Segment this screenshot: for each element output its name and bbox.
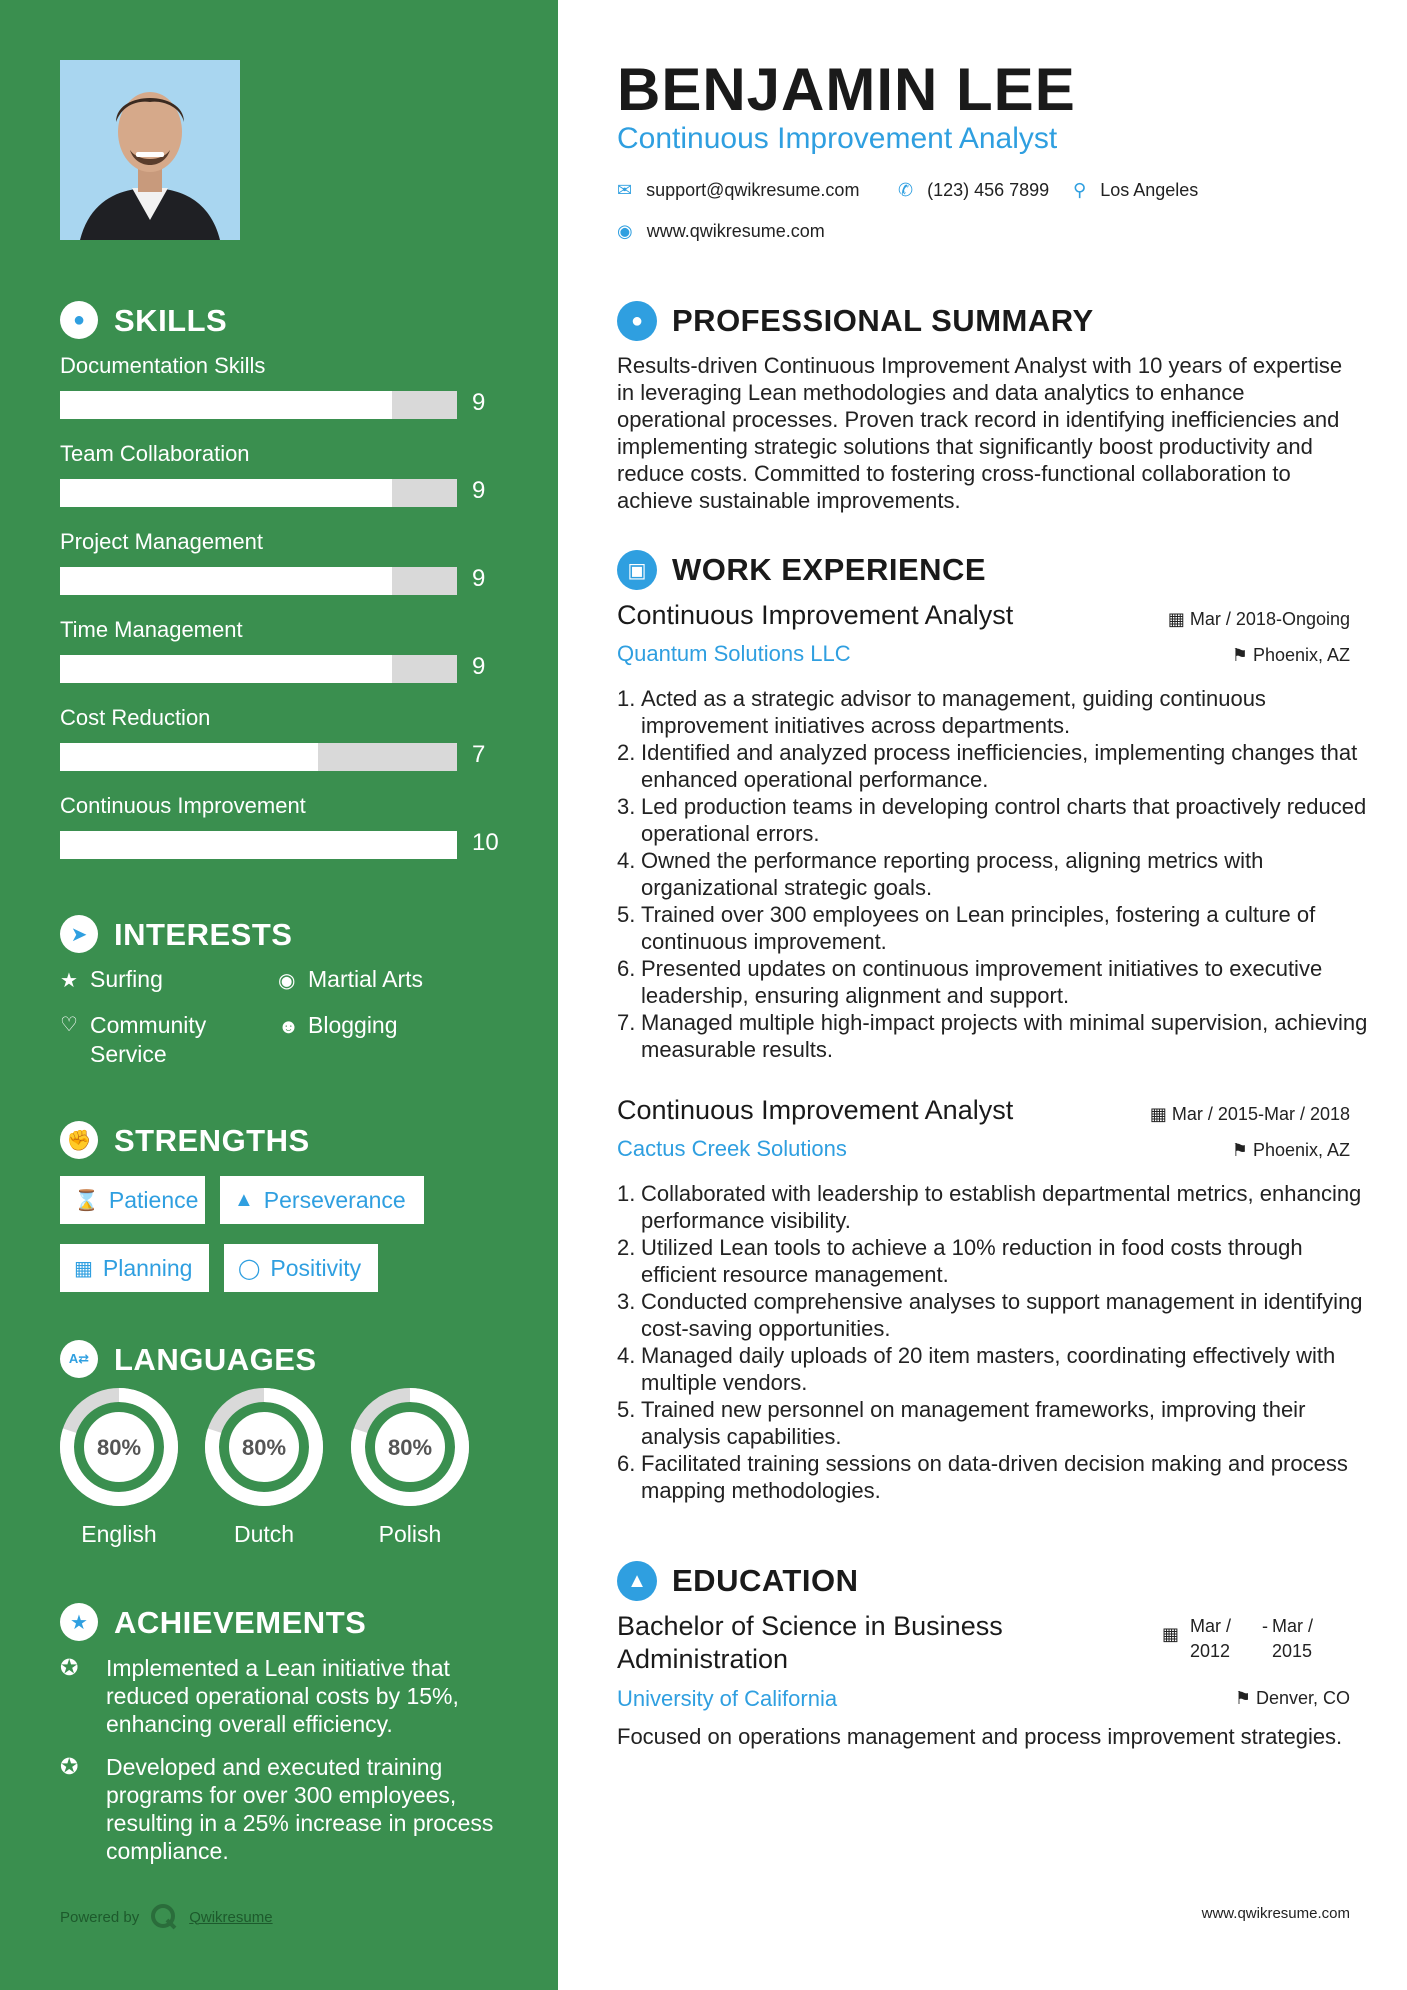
globe-icon: ◉ — [617, 221, 633, 241]
bullet-text: Conducted comprehensive analyses to support management in identifying cost-saving opportunities. — [641, 1289, 1363, 1341]
job-bullet — [617, 847, 1377, 901]
qwikresume-link[interactable]: Qwikresume — [189, 1908, 273, 1926]
bullet-text: Identified and analyzed process inefficiencies, implementing changes that enhanced operational performance. — [641, 740, 1358, 792]
experience-title: WORK EXPERIENCE — [672, 552, 987, 587]
bullet-text: Acted as a strategic advisor to management, guiding continuous improvement initiatives across departments. — [641, 686, 1266, 738]
bullet-text: Collaborated with leadership to establish departmental metrics, enhancing performance visibility. — [641, 1181, 1362, 1233]
edu-date-sep: - — [1262, 1616, 1268, 1636]
bullet-number: 3. — [617, 1289, 636, 1314]
language-percent: 80% — [387, 1435, 433, 1460]
main-content — [558, 0, 1407, 1990]
powered-by: Powered by Qwikresume — [60, 1902, 273, 1932]
star-icon: ✪ — [60, 1655, 79, 1680]
skill-name: Time Management — [60, 617, 243, 642]
achievement-item: ✪ Developed and executed training programs for over 300 employees, resulting in a 25% increase in process compliance. — [60, 1754, 494, 1864]
bullet-text: Trained new personnel on management frameworks, improving their analysis capabilities. — [641, 1397, 1306, 1449]
language-percent: 80% — [241, 1435, 287, 1460]
language-name: Polish — [378, 1521, 442, 1547]
bullet-text: Led production teams in developing control charts that proactively reduced operational errors. — [641, 794, 1367, 846]
globe-icon: ◉ — [278, 970, 296, 992]
summary-text: Results-driven Continuous Improvement Analyst with 10 years of expertise in leveraging Lean methodologies and data analytics to enhance operational processes. Proven track record in identifying inefficiencies and implementing strategic solutions that significantly boost productivity and reduce costs. Committed to fostering cross-functional collaboration to achieve sustainable improvements. — [617, 353, 1343, 513]
interests-title: INTERESTS — [114, 917, 293, 952]
job-dates: ▦ Mar / 2018-Ongoing — [1167, 609, 1350, 629]
language-ring-chart — [349, 1386, 471, 1508]
map-marker-icon: ⚲ — [1073, 180, 1087, 200]
language-ring — [58, 1386, 180, 1508]
contact-email[interactable]: ✉ support@qwikresume.com — [617, 180, 860, 200]
calendar-icon: ▦ — [1167, 609, 1190, 629]
skill-value: 10 — [472, 829, 499, 856]
school-name: University of California — [617, 1686, 838, 1711]
fist-icon: ✊ — [60, 1121, 98, 1159]
achievements-title: ACHIEVEMENTS — [114, 1605, 367, 1640]
interest-item: ◉ Martial Arts — [278, 965, 518, 996]
language-ring — [349, 1386, 471, 1508]
job-bullet — [617, 685, 1377, 739]
edu-date-start: Mar / 2012 — [1190, 1616, 1232, 1661]
bullet-number: 5. — [617, 1397, 636, 1422]
user-icon: ● — [617, 301, 657, 341]
job-bullet — [617, 1009, 1377, 1063]
bullet-number: 7. — [617, 1010, 636, 1035]
job-bullet — [617, 901, 1377, 955]
job-dates: ▦ Mar / 2015-Mar / 2018 — [1149, 1104, 1350, 1124]
bullet-number: 5. — [617, 902, 636, 927]
footer-url[interactable]: www.qwikresume.com — [1201, 1905, 1350, 1922]
skill-bar — [60, 567, 457, 595]
bullet-text: Managed multiple high-impact projects with minimal supervision, achieving measurable results. — [641, 1010, 1368, 1062]
job-title: Continuous Improvement Analyst — [617, 1095, 1014, 1125]
interest-item: ☻ Blogging — [278, 1011, 518, 1042]
contact-location: ⚲ Los Angeles — [1073, 180, 1199, 200]
job-bullet — [617, 1234, 1377, 1288]
bullet-number: 4. — [617, 848, 636, 873]
language-icon: A⇄ — [60, 1340, 98, 1378]
skill-name: Documentation Skills — [60, 353, 266, 378]
skill-value: 7 — [472, 741, 486, 768]
skill-bar — [60, 655, 457, 683]
avatar-illustration — [60, 60, 240, 240]
sidebar — [0, 0, 558, 1990]
skill-bar — [60, 391, 457, 419]
skill-name: Cost Reduction — [60, 705, 211, 730]
job-company: Quantum Solutions LLC — [617, 641, 851, 666]
achievement-item: ✪ Implemented a Lean initiative that reduced operational costs by 15%, enhancing overall efficiency. — [60, 1655, 459, 1737]
job-bullet — [617, 793, 1377, 847]
road-icon: ▲ — [234, 1188, 254, 1211]
skills-title: SKILLS — [114, 303, 228, 338]
job-company: Cactus Creek Solutions — [617, 1136, 847, 1161]
skill-bar-fill — [60, 655, 392, 683]
group-icon: ☻ — [278, 1016, 300, 1038]
calendar-icon: ▦ — [1149, 1104, 1172, 1124]
handshake-icon: ♡ — [60, 1014, 78, 1036]
skill-bar-fill — [60, 831, 457, 859]
calendar-icon: ▦ — [74, 1257, 93, 1280]
summary-title: PROFESSIONAL SUMMARY — [672, 303, 1094, 338]
candidate-name: BENJAMIN LEE — [617, 56, 1076, 123]
job-bullet — [617, 739, 1377, 793]
edu-description: Focused on operations management and process improvement strategies. — [617, 1724, 1343, 1749]
skill-bar-fill — [60, 743, 318, 771]
language-name: Dutch — [233, 1521, 295, 1547]
language-name: English — [81, 1521, 157, 1547]
languages-title: LANGUAGES — [114, 1342, 317, 1377]
contact-phone[interactable]: ✆ (123) 456 7899 — [898, 180, 1050, 200]
hourglass-icon: ⌛ — [74, 1189, 99, 1212]
skill-bar — [60, 743, 457, 771]
degree-title: Bachelor of Science in Business Administration — [617, 1611, 1003, 1674]
envelope-icon: ✉ — [617, 180, 633, 200]
edu-date-end: Mar / 2015 — [1272, 1616, 1314, 1661]
strengths-title: STRENGTHS — [114, 1123, 310, 1158]
qwikresume-logo-icon — [149, 1902, 179, 1932]
bullet-number: 2. — [617, 740, 636, 765]
edu-location: ⚑ Denver, CO — [1234, 1688, 1350, 1708]
job-location: ⚑ Phoenix, AZ — [1231, 645, 1350, 665]
skill-bar-fill — [60, 567, 392, 595]
skill-name: Project Management — [60, 529, 263, 554]
language-percent: 80% — [96, 1435, 142, 1460]
strength-badge: ▲ Perseverance — [220, 1176, 424, 1224]
bullet-text: Presented updates on continuous improvement initiatives to executive leadership, ensuring alignment and support. — [641, 956, 1323, 1008]
strength-badge: ◯ Positivity — [224, 1244, 378, 1292]
graduation-cap-icon: ▲ — [617, 1561, 657, 1601]
bullet-number: 4. — [617, 1343, 636, 1368]
bullet-number: 1. — [617, 686, 636, 711]
star-icon: ✪ — [60, 1754, 79, 1779]
strength-badge: ⌛ Patience — [60, 1176, 205, 1224]
skill-value: 9 — [472, 565, 486, 592]
contact-website[interactable]: ◉ www.qwikresume.com — [617, 221, 825, 241]
bullet-number: 1. — [617, 1181, 636, 1206]
strength-badge: ▦ Planning — [60, 1244, 209, 1292]
bullet-text: Trained over 300 employees on Lean principles, fostering a culture of continuous improvement. — [641, 902, 1316, 954]
interest-item: ★ Surfing — [60, 965, 250, 996]
bullet-text: Managed daily uploads of 20 item masters, coordinating effectively with multiple vendors. — [641, 1343, 1336, 1395]
skill-bar — [60, 831, 457, 859]
skill-value: 9 — [472, 477, 486, 504]
star-icon: ★ — [60, 970, 78, 992]
bullet-text: Owned the performance reporting process, aligning metrics with organizational strategic goals. — [641, 848, 1264, 900]
job-bullet — [617, 1180, 1377, 1234]
job-bullets — [617, 685, 1377, 1063]
job-title: Continuous Improvement Analyst — [617, 600, 1014, 630]
circle-notch-icon: ◯ — [238, 1257, 261, 1280]
language-ring-chart — [203, 1386, 325, 1508]
job-location: ⚑ Phoenix, AZ — [1231, 1140, 1350, 1160]
candidate-role: Continuous Improvement Analyst — [617, 122, 1058, 155]
skill-value: 9 — [472, 389, 486, 416]
calendar-icon: ▦ — [1162, 1624, 1180, 1644]
pin-icon: ⚑ — [1234, 1688, 1256, 1708]
phone-icon: ✆ — [898, 180, 914, 200]
lightbulb-icon: ● — [60, 301, 98, 339]
bullet-number: 6. — [617, 956, 636, 981]
skill-name: Team Collaboration — [60, 441, 250, 466]
pin-icon: ⚑ — [1231, 1140, 1253, 1160]
job-bullets — [617, 1180, 1377, 1504]
bullet-number: 2. — [617, 1235, 636, 1260]
skill-value: 9 — [472, 653, 486, 680]
education-title: EDUCATION — [672, 1563, 859, 1598]
skill-bar — [60, 479, 457, 507]
skill-bar-fill — [60, 479, 392, 507]
paper-plane-icon: ➤ — [60, 915, 98, 953]
job-bullet — [617, 1450, 1377, 1504]
bullet-text: Utilized Lean tools to achieve a 10% reduction in food costs through efficient resource management. — [641, 1235, 1303, 1287]
job-bullet — [617, 955, 1377, 1009]
language-ring-chart — [58, 1386, 180, 1508]
skill-bar-fill — [60, 391, 392, 419]
job-bullet — [617, 1396, 1377, 1450]
bullet-number: 3. — [617, 794, 636, 819]
pin-icon: ⚑ — [1231, 645, 1253, 665]
job-bullet — [617, 1342, 1377, 1396]
bullet-number: 6. — [617, 1451, 636, 1476]
job-bullet — [617, 1288, 1377, 1342]
award-star-icon: ★ — [60, 1603, 98, 1641]
profile-photo — [60, 60, 240, 240]
language-ring — [203, 1386, 325, 1508]
interest-item: ♡ Community Service — [60, 1012, 207, 1067]
bullet-text: Facilitated training sessions on data-driven decision making and process mapping methodologies. — [641, 1451, 1348, 1503]
skill-name: Continuous Improvement — [60, 793, 306, 818]
briefcase-icon: ▣ — [617, 550, 657, 590]
